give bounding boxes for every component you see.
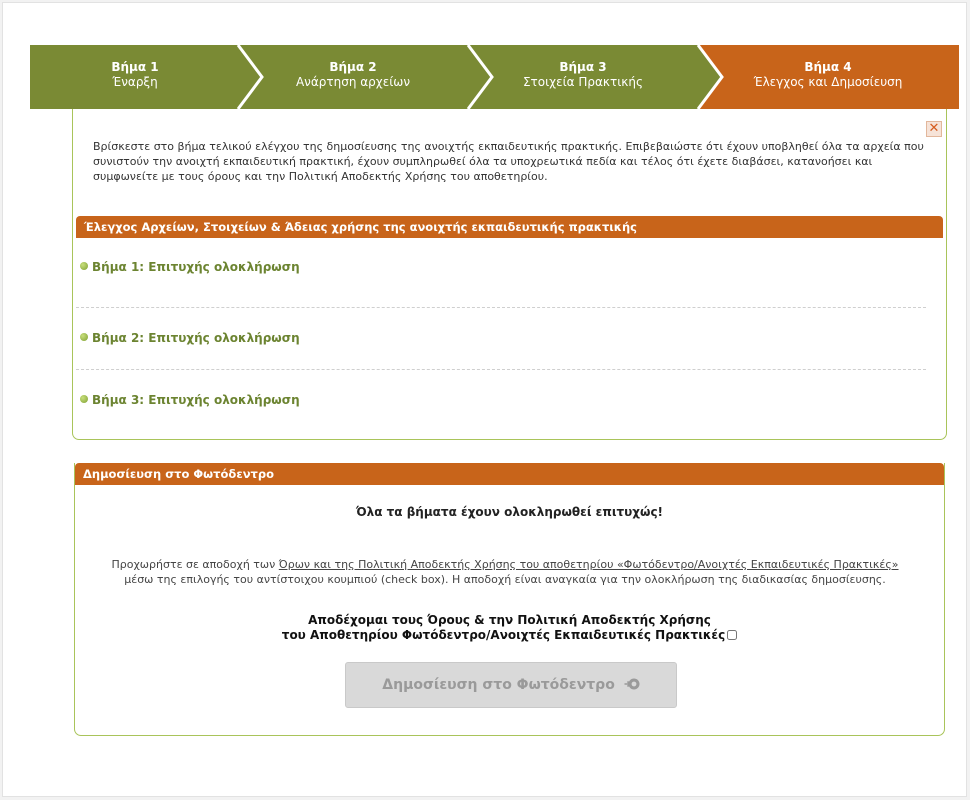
success-dot-icon <box>80 395 88 403</box>
arrow-globe-icon <box>624 676 640 692</box>
review-section-header: Έλεγχος Αρχείων, Στοιχείων & Άδειας χρήσης της ανοιχτής εκπαιδευτικής πρακτικής <box>76 216 943 238</box>
check-step-1 <box>80 260 925 320</box>
success-dot-icon <box>80 262 88 270</box>
terms-link[interactable]: Όρων και της Πολιτική Αποδεκτής Χρήσης του αποθετηρίου «Φωτόδεντρο/Ανοιχτές Εκπαιδευτικές Πρακτικές» <box>278 558 899 571</box>
agree-line-1: Αποδέχομαι τους Όρους & την Πολιτική Αποδεκτής Χρήσης <box>308 613 711 627</box>
page <box>2 2 967 797</box>
agree-terms-checkbox[interactable] <box>727 630 737 640</box>
agree-terms <box>75 613 944 643</box>
publish-button-label: Δημοσίευση στο Φωτόδεντρο <box>382 677 615 693</box>
check-step-2 <box>80 331 925 391</box>
divider <box>76 307 926 308</box>
step-1-label: Έναρξη <box>112 75 158 89</box>
step-2-number: Βήμα 2 <box>329 60 377 74</box>
publish-panel <box>74 463 945 736</box>
step-3-label: Στοιχεία Πρακτικής <box>522 75 644 89</box>
check-step-1-label: Βήμα 1: Επιτυχής ολοκλήρωση <box>92 260 300 274</box>
check-step-2-label: Βήμα 2: Επιτυχής ολοκλήρωση <box>92 331 300 345</box>
step-3[interactable] <box>468 60 698 90</box>
accept-instructions <box>105 557 905 587</box>
step-2-label: Ανάρτηση αρχείων <box>295 75 411 89</box>
accept-suffix: μέσω της επιλογής του αντίστοιχου κουμπιού (check box). Η αποδοχή είναι αναγκαία για την ολοκλήρωση της διαδικασίας δημοσίευσης. <box>124 573 886 586</box>
accept-prefix: Προχωρήστε σε αποδοχή των <box>111 558 279 571</box>
step-4[interactable] <box>713 60 943 90</box>
check-step-3 <box>80 393 925 453</box>
step-2[interactable] <box>238 60 468 90</box>
review-panel <box>72 109 947 440</box>
step-4-number: Βήμα 4 <box>804 60 852 74</box>
success-dot-icon <box>80 333 88 341</box>
publish-section-header: Δημοσίευση στο Φωτόδεντρο <box>75 463 944 485</box>
divider <box>76 369 926 370</box>
step-1-number: Βήμα 1 <box>111 60 159 74</box>
step-1[interactable] <box>20 60 250 90</box>
agree-line-2: του Αποθετηρίου Φωτόδεντρο/Ανοιχτές Εκπαιδευτικές Πρακτικές <box>281 628 726 642</box>
success-message: Όλα τα βήματα έχουν ολοκληρωθεί επιτυχώς! <box>355 505 664 519</box>
step-4-label: Έλεγχος και Δημοσίευση <box>753 75 903 89</box>
publish-button[interactable] <box>345 662 677 708</box>
wizard-steps <box>30 45 959 109</box>
review-intro: Βρίσκεστε στο βήμα τελικού ελέγχου της δημοσίευσης της ανοιχτής εκπαιδευτικής πρακτικής. Επιβεβαιώστε ότι έχουν υποβληθεί όλα τα αρχεία που συνιστούν την ανοιχτή εκπαιδευτική πρακτική, έχουν συμπληρωθεί όλα τα υποχρεωτικά πεδία και τέλος ότι έχετε διαβάσει, κατανοήσει και συμφωνείτε με τους όρους και την Πολιτική Αποδεκτής Χρήσης του αποθετηρίου. <box>93 140 924 183</box>
check-step-3-label: Βήμα 3: Επιτυχής ολοκλήρωση <box>92 393 300 407</box>
step-3-number: Βήμα 3 <box>559 60 607 74</box>
close-icon[interactable]: ✕ <box>926 121 942 137</box>
